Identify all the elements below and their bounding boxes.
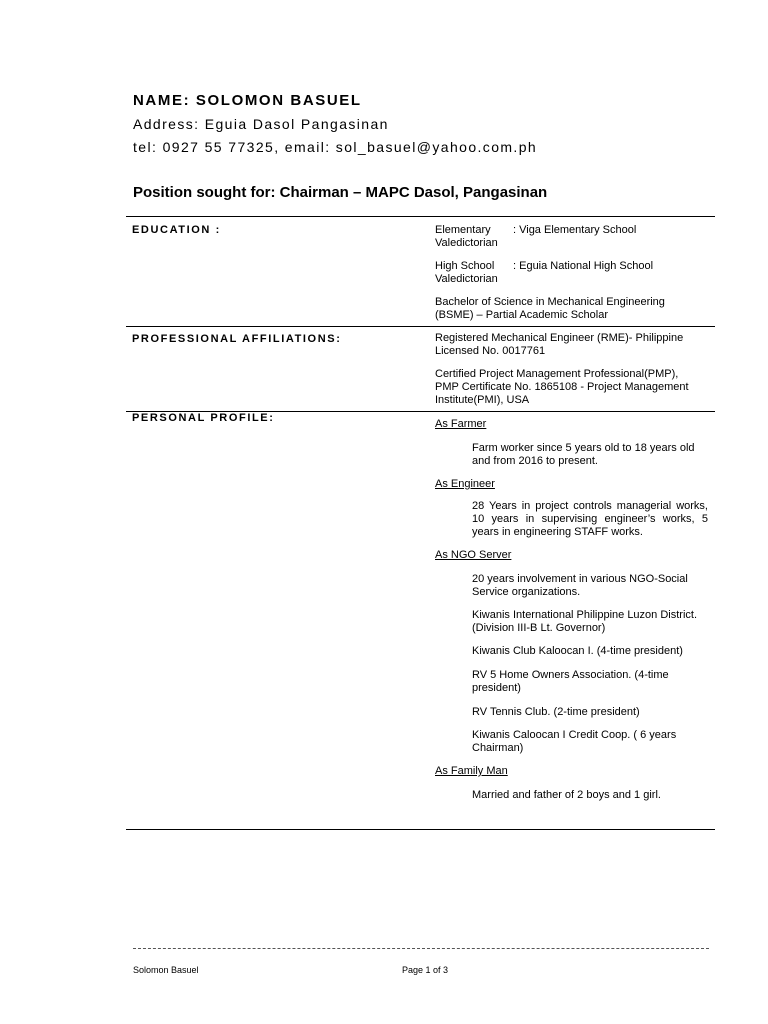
ngo-item: Kiwanis Club Kaloocan I. (4-time president) [472,645,683,657]
engineer-heading: As Engineer [435,478,495,490]
education-highschool [435,260,653,286]
applicant-address: Address: Eguia Dasol Pangasinan [133,116,389,132]
education-elementary [435,224,636,250]
ngo-heading: As NGO Server [435,549,512,561]
applicant-name: NAME: SOLOMON BASUEL [133,92,362,109]
highschool-honor: Valedictorian [435,273,498,285]
footer-page-number: Page 1 of 3 [402,965,449,975]
engineer-text: 28 Years in project controls managerial works, 10 years in supervising engineer’s works, 5 years in engineering STAFF works. [472,500,708,538]
affiliation-rme [435,332,683,358]
affiliation-pmp-line1: Certified Project Management Professional(PMP), [435,368,679,380]
section-divider [126,326,715,327]
farmer-heading: As Farmer [435,418,487,430]
affiliation-pmp [435,368,689,407]
affiliation-pmp-line3: Institute(PMI), USA [435,394,530,406]
applicant-contact: tel: 0927 55 77325, email: sol_basuel@yahoo.com.ph [133,139,538,155]
elementary-label: Elementary [435,224,491,236]
farmer-text: Farm worker since 5 years old to 18 years old and from 2016 to present. [472,442,695,467]
ngo-item: 20 years involvement in various NGO-Social Service organizations. [472,573,688,598]
affiliations-label: PROFESSIONAL AFFILIATIONS: [132,333,342,345]
elementary-school: : Viga Elementary School [513,224,637,236]
education-college [435,296,665,322]
college-honor: (BSME) – Partial Academic Scholar [435,309,609,321]
ngo-item: RV Tennis Club. (2-time president) [472,706,640,718]
education-label: EDUCATION : [132,224,221,236]
affiliation-rme-line2: Licensed No. 0017761 [435,345,546,357]
elementary-honor: Valedictorian [435,237,498,249]
footer-rule [133,948,709,949]
ngo-item: Kiwanis Caloocan I Credit Coop. ( 6 years Chairman) [472,729,677,754]
ngo-item: RV 5 Home Owners Association. (4-time president) [472,669,669,694]
highschool-school: : Eguia National High School [513,260,654,272]
profile-label: PERSONAL PROFILE: [132,412,275,424]
section-divider [126,829,715,830]
family-text: Married and father of 2 boys and 1 girl. [472,789,661,801]
affiliation-pmp-line2: PMP Certificate No. 1865108 - Project Management [435,381,689,393]
highschool-label: High School [435,260,495,272]
ngo-item: Kiwanis International Philippine Luzon District. (Division III-B Lt. Governor) [472,609,698,634]
family-heading: As Family Man [435,765,508,777]
section-divider [126,216,715,217]
footer-author: Solomon Basuel [133,965,199,975]
position-sought: Position sought for: Chairman – MAPC Dasol, Pangasinan [133,184,548,201]
affiliation-rme-line1: Registered Mechanical Engineer (RME)- Philippine [435,332,684,344]
college-degree: Bachelor of Science in Mechanical Engineering [435,296,665,308]
